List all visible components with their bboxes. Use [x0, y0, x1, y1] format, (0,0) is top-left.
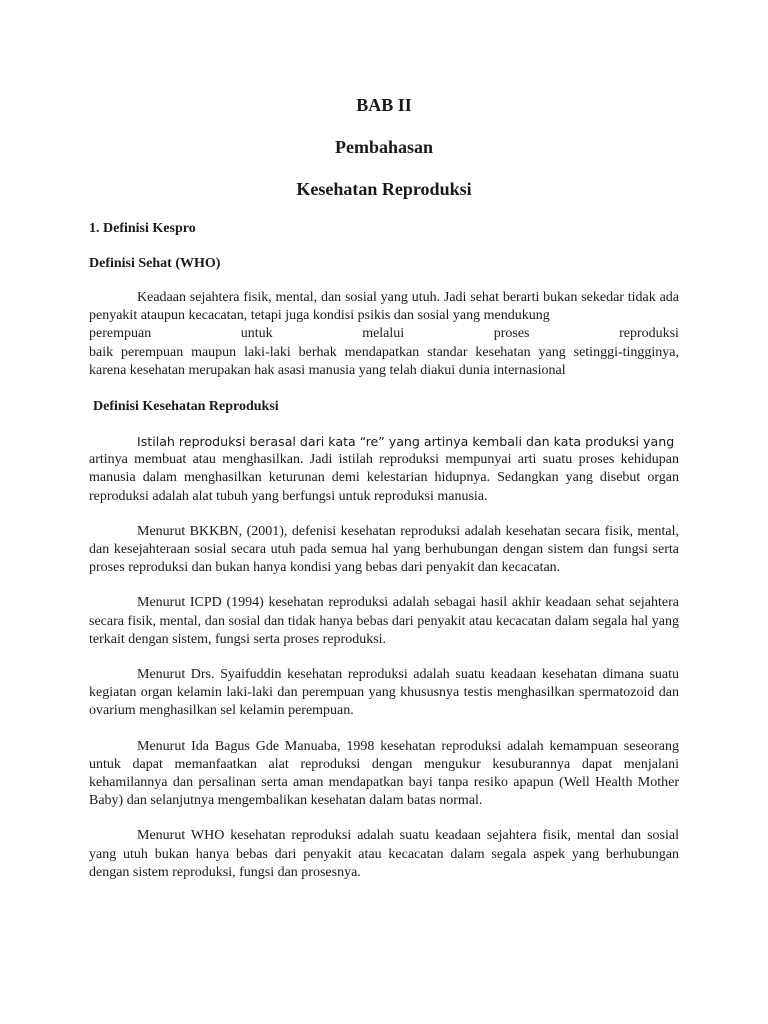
istilah-rest: artinya membuat atau menghasilkan. Jadi istilah reproduksi mempunyai arti suatu proses kehidupan manusia dalam menghasilkan keturunan demi kelestarian hidupnya. Sedangkan yang disebut organ reproduksi adalah alat tubuh yang berfungsi untuk reproduksi manusia. [89, 452, 679, 504]
who-definition-heading: Definisi Sehat (WHO) [89, 256, 221, 271]
icpd-paragraph [89, 594, 679, 649]
who-reproductive-definition-paragraph [89, 827, 679, 882]
who-paragraph-text: Keadaan sejahtera fisik, mental, dan sosial yang utuh. Jadi sehat berarti bukan sekedar tidak ada penyakit ataupun kecacatan, tetapi juga kondisi psikis dan sosial yang mendukung [89, 290, 679, 324]
subsection-heading: 1. Definisi Kespro [89, 221, 196, 236]
spread-word: proses [493, 326, 530, 342]
syaifuddin-text: Menurut Drs. Syaifuddin kesehatan reproduksi adalah suatu keadaan kesehatan dimana suatu kegiatan organ kelamin laki-laki dan perempuan yang khususnya testis menghasilkan spermatozoid dan ovarium menghasilkan sel kelamin perempuan. [89, 667, 679, 719]
spread-word: melalui [362, 326, 405, 342]
istilah-first-text: Istilah reproduksi berasal dari kata “re” yang artinya kembali dan kata produksi yang [137, 434, 675, 450]
who-paragraph-spread-line [89, 325, 679, 343]
topic-title: Kesehatan Reproduksi [296, 179, 472, 199]
who-definition-paragraph [89, 289, 679, 380]
bkkbn-paragraph [89, 523, 679, 578]
bkkbn-text: Menurut BKKBN, (2001), defenisi kesehatan reproduksi adalah kesehatan secara fisik, mental, dan kesejahteraan sosial secara utuh pada semua hal yang berhubungan dengan sistem dan fungsi serta proses reproduksi dan bukan hanya kondisi yang bebas dari penyakit dan kecacatan. [89, 523, 679, 576]
manuaba-paragraph [89, 738, 679, 811]
istilah-first-line [89, 433, 679, 451]
who-paragraph-intro [89, 289, 679, 325]
who-paragraph-rest: baik perempuan maupun laki-laki berhak mendapatkan standar kesehatan yang setinggi-tingginya, karena kesehatan merupakan hak asasi manusia yang telah diakui dunia internasional [89, 344, 679, 378]
document-page [89, 94, 679, 882]
reproductive-health-heading: Definisi Kesehatan Reproduksi [93, 399, 279, 415]
spread-word: untuk [240, 326, 273, 342]
syaifuddin-paragraph [89, 666, 679, 721]
section-title: Pembahasan [334, 137, 433, 157]
istilah-paragraph [89, 433, 679, 506]
chapter-title: BAB II [356, 95, 412, 115]
spread-word: reproduksi [619, 326, 679, 342]
icpd-text: Menurut ICPD (1994) kesehatan reproduksi adalah sebagai hasil akhir keadaan sehat sejahtera secara fisik, mental, dan sosial dan tidak hanya bebas dari penyakit atau kecacatan dalam segala hal yang terkait dengan sistem, fungsi serta proses reproduksi. [89, 595, 679, 647]
spread-word: perempuan [89, 326, 152, 342]
manuaba-text: Menurut Ida Bagus Gde Manuaba, 1998 kesehatan reproduksi adalah kemampuan seseorang untuk dapat memanfaatkan alat reproduksi dengan mengukur kesuburannya dapat menjalani kehamilannya dan persalinan serta aman mendapatkan bayi tanpa resiko apapun (Well Health Mother Baby) dan selanjutnya mengembalikan kesehatan dalam batas normal. [89, 738, 679, 809]
who-def-text: Menurut WHO kesehatan reproduksi adalah suatu keadaan sejahtera fisik, mental dan sosial yang utuh bukan hanya bebas dari penyakit atau kecacatan dalam segala aspek yang berhubungan dengan sistem reproduksi, fungsi dan prosesnya. [89, 828, 679, 880]
